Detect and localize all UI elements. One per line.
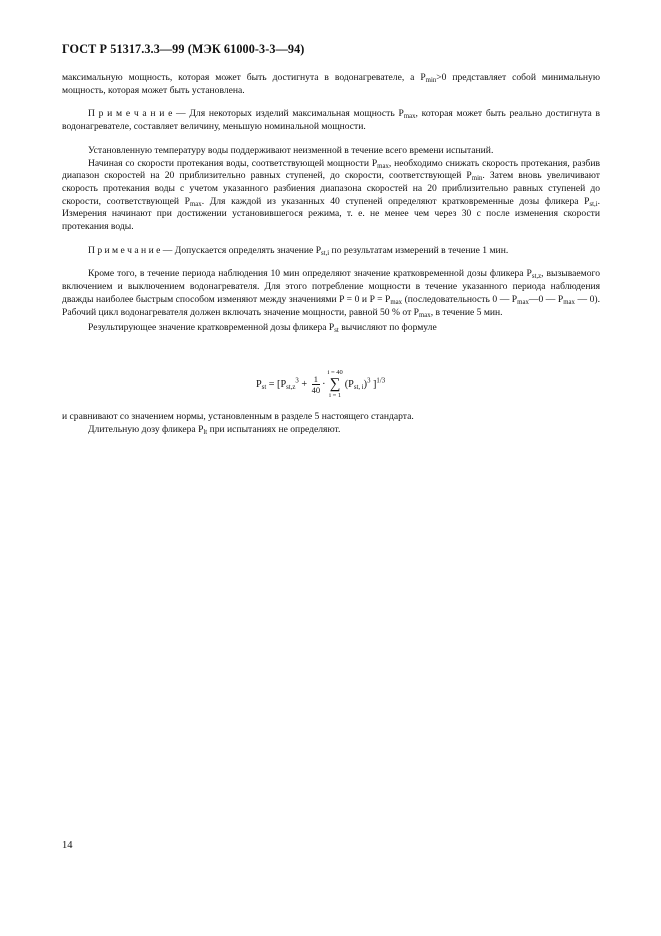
paragraph-result-intro: Результирующее значение кратковременной дозы фликера $P_{st}$ вычисляют по формуле: [88, 322, 437, 335]
paragraph-switching: Кроме того, в течение периода наблюдения 10 мин определяют значение кратковременной дозы фликера $P_{st,z}$, вызываемого включением и выключением водонагревателя. Для этого потребление мощности в течение указанного периода наблюдения дважды наиболее быстрым способом изменяют между значениями P = 0 и $P = P_{max}$ (последовательность 0 — $P_{max}—0$ — $P_{max}$ — 0). Рабочий цикл водонагревателя должен включать значение мощности, равной 50 % от $P_{max}$, в течение 5 мин.: [62, 268, 600, 319]
fraction: $\frac{1}{40}$: [311, 373, 321, 395]
standard-header: ГОСТ Р 51317.3.3—99 (МЭК 61000-3-3—94): [62, 42, 305, 56]
paragraph-temperature: Установленную температуру воды поддерживают неизменной в течение всего времени испытаний.: [88, 144, 494, 156]
note-pmax: П р и м е ч а н и е — Для некоторых изделий максимальная мощность $P_{max}$, которая может быть реально достигнута в водонагревателе, составляет величину, меньшую номинальной мощности.: [62, 108, 600, 133]
paragraph-flow-steps: Начиная со скорости протекания воды, соответствующей мощности $P_{max}$, необходимо снижать скорость протекания, разбив диапазон скоростей на 20 приблизительно равных ступеней, до скорости, соответствующей $P_{min}$. Затем вновь увеличивают скорость протекания воды с учетом указанного разбиения диапазона скоростей на 20 приблизительно равных ступеней до скорости, соответствующей $P_{max}$. Для каждой из указанных 40 ступеней определяют кратковременные дозы фликера $P_{st,i}$. Измерения начинают при достижении установившегося режима, т. е. не менее чем через 30 с после изменения скорости протекания воды.: [62, 157, 600, 233]
flicker-formula: $P_{st} = [P_{st,z}^3$ + $\frac{1}{40}$ · i = 40 ∑ i = 1 $(P_{st, i})^3$ ]$^{1/3}$: [256, 368, 386, 399]
summation: i = 40 ∑ i = 1: [327, 368, 343, 399]
page-number: 14: [62, 840, 73, 851]
paragraph-compare: и сравнивают со значением нормы, установленным в разделе 5 настоящего стандарта.: [62, 410, 414, 422]
paragraph-long-term: Длительную дозу фликера $P_{lt}$ при испытаниях не определяют.: [88, 423, 341, 436]
note-measurement: П р и м е ч а н и е — Допускается определять значение $P_{st,i}$ по результатам измерений в течение 1 мин.: [88, 244, 509, 257]
paragraph-pmin: максимальную мощность, которая может быть достигнута в водонагревателе, а $P_{min}>0$ представляет собой минимальную мощность, которая может быть установлена.: [62, 72, 600, 96]
document-page: [62, 42, 600, 436]
